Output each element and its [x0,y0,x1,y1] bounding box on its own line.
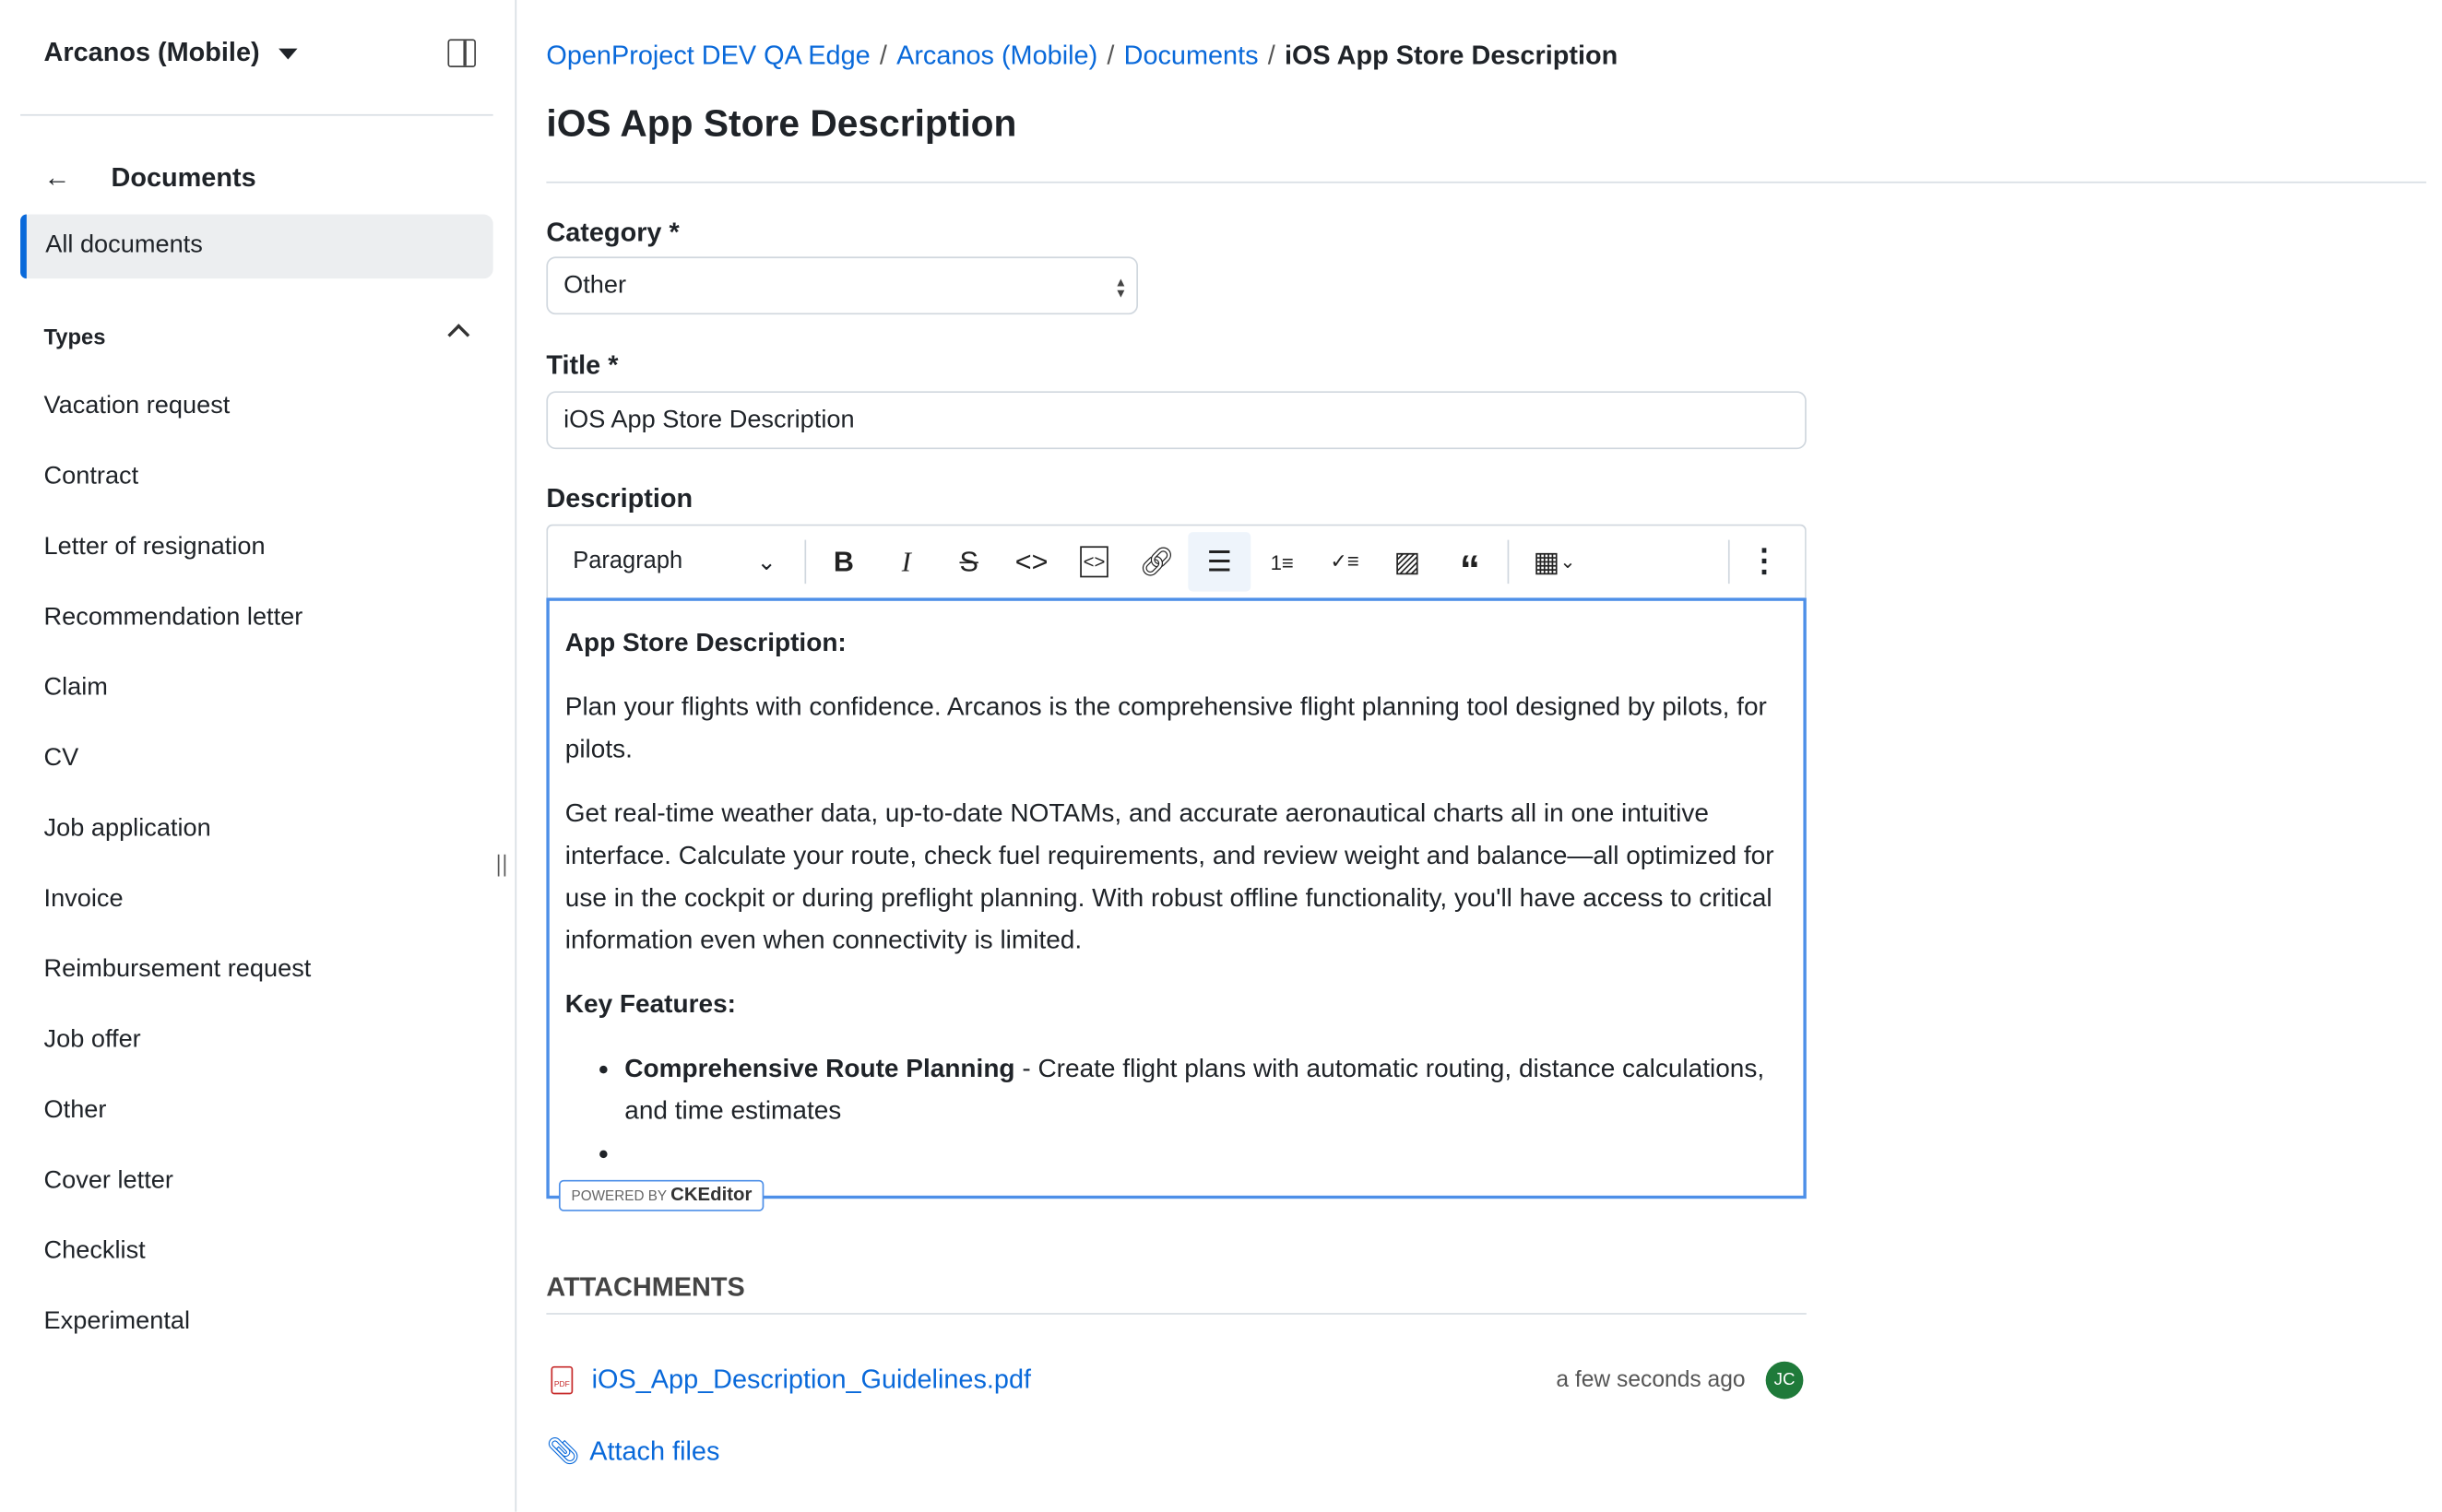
image-upload-icon[interactable]: ▨ [1393,545,1421,577]
table-icon[interactable]: ▦ ⌄ [1533,545,1576,577]
category-label: Category * [546,217,680,248]
todo-list-icon[interactable]: ✓≡ [1330,549,1359,573]
chevron-down-icon: ⌄ [756,549,776,576]
content-heading: Key Features: [564,990,737,1020]
paperclip-icon: 📎︎ [546,1436,581,1467]
sidebar-item[interactable]: Reimbursement request [43,956,312,983]
attachment-row [546,1362,1806,1400]
more-options-icon[interactable]: ⋮ [1748,544,1780,580]
attach-files-button[interactable] [546,1436,719,1468]
types-heading: Types [43,324,106,349]
list-item-text: - Create flight plans with automatic routing, distance calculations, and time estimates [624,1055,1765,1126]
ckeditor-logo: CKEditor [670,1183,753,1205]
sidebar-item[interactable]: Job offer [43,1026,141,1054]
chevron-up-icon[interactable] [447,324,469,346]
paragraph-style-dropdown[interactable] [548,548,799,576]
title-label: Title * [546,350,619,381]
breadcrumb-current: iOS App Store Description [1284,41,1618,71]
collapse-sidebar-icon[interactable] [447,39,476,67]
attachments-heading: ATTACHMENTS [546,1272,1806,1315]
sidebar-item[interactable]: Vacation request [43,393,231,419]
project-selector[interactable] [44,38,298,69]
project-name: Arcanos (Mobile) [43,37,260,67]
breadcrumb-link[interactable]: OpenProject DEV QA Edge [546,41,871,71]
content-heading: App Store Description: [564,629,847,657]
sidebar-item[interactable]: Cover letter [43,1167,173,1195]
sidebar-item[interactable]: Other [43,1096,107,1124]
code-block-icon[interactable]: <> [1063,532,1126,592]
powered-by-label: POWERED BY [571,1187,667,1204]
blockquote-icon[interactable]: “ [1459,545,1480,593]
sidebar-item[interactable]: Invoice [43,885,124,913]
title-value: iOS App Store Description [563,407,855,434]
editor-toolbar [546,525,1806,598]
caret-down-icon [279,48,297,59]
category-value: Other [563,272,626,300]
numbered-list-icon[interactable]: 1≡ [1270,549,1294,574]
sidebar-item-label: All documents [45,231,203,259]
types-list [44,390,312,1376]
category-select[interactable] [546,256,1138,314]
strikethrough-icon[interactable]: S [959,545,978,577]
attachment-link[interactable]: iOS_App_Description_Guidelines.pdf [591,1364,1032,1395]
sidebar-item[interactable]: Letter of resignation [43,533,266,561]
sidebar-item[interactable]: CV [43,744,79,772]
sidebar-item[interactable]: Job application [43,815,211,843]
attach-files-label: Attach files [589,1436,720,1467]
list-item [624,1133,1787,1175]
breadcrumb-link[interactable]: Arcanos (Mobile) [896,41,1098,71]
content-paragraph: Get real-time weather data, up-to-date NOTAMs, and accurate aeronautical charts all in one intuitive interface. Calculate your route, check fuel requirements, and review weight and balance—all optimized for use in the cockpit or during preflight planning. With robust offline functionality, you'll have access to critical information even when connectivity is limited. [564,799,1774,955]
ckeditor-badge[interactable] [559,1180,765,1211]
description-editor [546,525,1806,1205]
back-label: Documents [111,162,256,193]
divider [804,540,806,585]
resize-handle[interactable] [498,855,505,877]
divider [1508,540,1510,585]
bulleted-list-icon[interactable]: ☰ [1188,532,1251,592]
title-input[interactable] [546,391,1806,449]
sidebar-item[interactable]: Experimental [43,1308,191,1335]
sidebar-item[interactable]: Recommendation letter [43,604,303,632]
content-paragraph: Plan your flights with confidence. Arcanos is the comprehensive flight planning tool designed by pilots, for pilots. [564,692,1767,764]
divider [546,182,2426,183]
description-label: Description [546,483,693,514]
pdf-file-icon: PDF [551,1366,573,1395]
sidebar-item[interactable]: Claim [43,674,108,702]
sidebar [0,0,516,1512]
divider [1728,540,1730,585]
italic-icon[interactable]: I [901,545,911,577]
editor-content[interactable] [546,597,1806,1205]
sidebar-item[interactable]: Contract [43,463,139,490]
attachment-time: a few seconds ago [1556,1367,1746,1393]
sidebar-item-all-documents[interactable] [20,215,493,279]
list-item [624,1048,1787,1133]
select-arrows-icon: ▲ ▼ [1114,275,1128,301]
sidebar-item[interactable]: Checklist [43,1237,146,1265]
back-link[interactable] [44,163,256,195]
paragraph-label: Paragraph [573,548,683,574]
list-item-bold: Comprehensive Route Planning [624,1055,1015,1083]
divider [20,114,493,116]
breadcrumb: OpenProject DEV QA Edge / Arcanos (Mobile) / Documents / iOS App Store Description [546,41,1618,71]
breadcrumb-link[interactable]: Documents [1123,41,1259,71]
code-icon[interactable]: <> [1014,545,1049,577]
bold-icon[interactable]: B [833,545,854,577]
page-title: iOS App Store Description [546,103,1017,146]
avatar[interactable]: JC [1766,1362,1804,1400]
arrow-left-icon: ← [43,162,71,193]
link-icon[interactable]: 🔗︎ [1138,545,1175,577]
